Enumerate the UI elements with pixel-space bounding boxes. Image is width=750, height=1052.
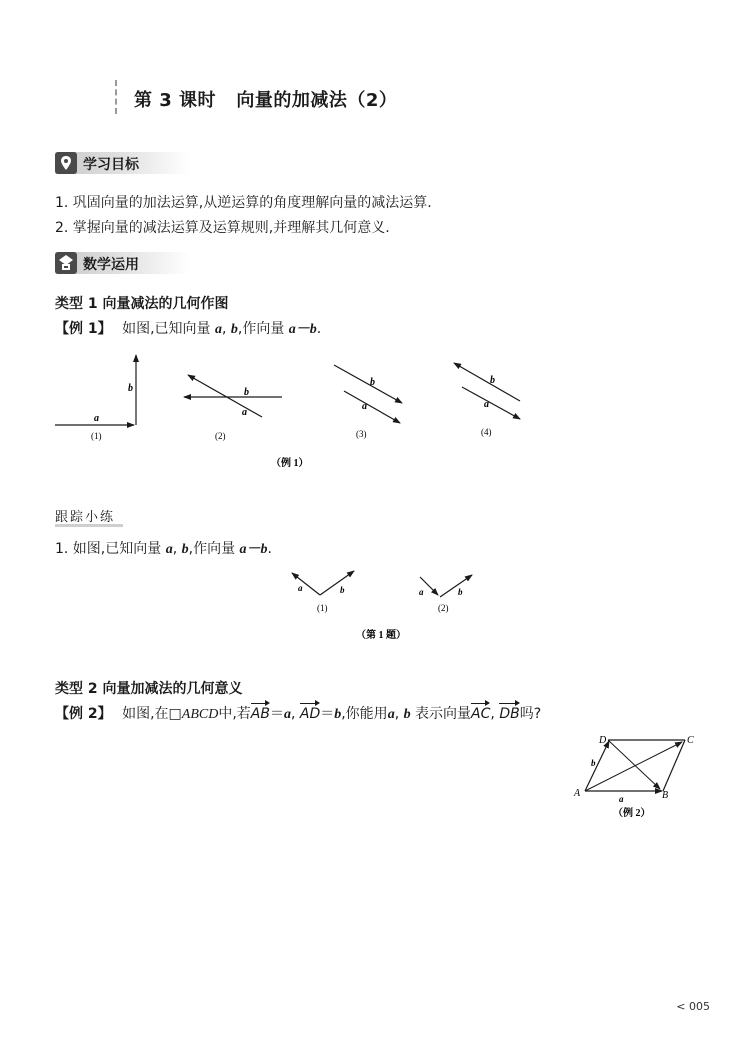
type2-heading: 类型 2 向量加减法的几何意义 [55, 681, 243, 697]
example1-figure [50, 345, 550, 475]
edge-BC [663, 740, 685, 791]
diagonal-AC [585, 742, 682, 791]
fig1-1-label-b: b [128, 383, 133, 394]
example1-period: . [316, 321, 322, 337]
location-pin-icon [55, 152, 77, 174]
example1-sep: , [221, 321, 227, 337]
example2-caption: （例 2） [613, 808, 651, 819]
practice-caption: （第 1 题） [356, 630, 406, 641]
example1-vector-a: a [214, 322, 222, 337]
fig-p2-vector-b [440, 575, 472, 597]
fig-p2-label-a: a [419, 587, 424, 597]
objective-item-1: 1. 巩固向量的加法运算,从逆运算的角度理解向量的减法运算. [55, 195, 432, 211]
fig-p2 [419, 575, 472, 613]
example1-tag: 【例 1】 [55, 321, 112, 337]
math-application-icon [55, 252, 77, 274]
practice-sep: , [172, 541, 178, 557]
fig1-1-sublabel: (1) [91, 431, 102, 441]
example2-text1: 如图,在□ [122, 706, 182, 722]
page-number: < 005 [676, 1000, 710, 1013]
example2-text5: 吗? [519, 706, 542, 722]
fig1-2-label-a: a [242, 407, 247, 418]
example2-quad: ABCD [181, 707, 219, 722]
example2-text3: ,你能用 [341, 706, 388, 722]
label-a: a [619, 794, 624, 804]
fig1-4 [454, 363, 520, 437]
fig1-4-sublabel: (4) [481, 427, 492, 437]
fig-p1-label-a: a [298, 583, 303, 593]
practice-item-1 [55, 538, 272, 558]
practice-heading: 跟踪小练 [55, 506, 123, 527]
page-title: 第 3 课时 向量的加减法（2） [134, 90, 398, 111]
edge-AD [585, 741, 609, 791]
fig1-4-label-a: a [484, 399, 489, 410]
example1-tail: ,作向量 [237, 321, 285, 337]
example2-figure [565, 728, 705, 823]
fig1-2-vector-a [188, 375, 262, 417]
fig1-4-label-b: b [490, 375, 495, 386]
example1-statement [55, 318, 321, 338]
fig-p1-label-b: b [340, 585, 345, 595]
vector-AB: AB [250, 706, 270, 722]
practice-expression: a－b [239, 542, 268, 557]
fig-p2-label-b: b [458, 587, 463, 597]
practice-vector-b: b [181, 542, 189, 557]
type1-heading: 类型 1 向量减法的几何作图 [55, 296, 229, 312]
objectives-heading-bar [55, 152, 190, 174]
fig1-1-label-a: a [94, 413, 99, 424]
fig1-1 [55, 355, 136, 441]
practice-tail: ,作向量 [188, 541, 236, 557]
point-C: C [687, 735, 694, 746]
example1-vector-b: b [230, 322, 238, 337]
fig1-3-label-a: a [362, 401, 367, 412]
example1-caption: （例 1） [271, 458, 309, 469]
fig-p2-sublabel: (2) [438, 603, 449, 613]
fig1-3-vector-a [344, 391, 400, 423]
example2-b2: b [403, 707, 411, 722]
application-heading: 数学运用 [83, 257, 139, 273]
diagonal-DB [608, 740, 660, 789]
example2-tag: 【例 2】 [55, 706, 112, 722]
fig1-2-label-b: b [244, 387, 249, 398]
fig1-2-sublabel: (2) [215, 431, 226, 441]
application-heading-bar [55, 252, 190, 274]
objective-item-2: 2. 掌握向量的减法运算及运算规则,并理解其几何意义. [55, 220, 390, 236]
fig-p1 [292, 571, 354, 613]
example2-eq1: ＝ [269, 706, 284, 722]
example2-a1: a [283, 707, 291, 722]
example2-comma2: , [394, 706, 400, 722]
fig1-2 [184, 375, 282, 441]
point-B: B [662, 790, 669, 801]
example2-eq2: ＝ [320, 706, 335, 722]
fig-p1-vector-a [292, 573, 320, 595]
example2-text4: 表示向量 [415, 706, 472, 722]
practice-item-prefix: 1. 如图,已知向量 [55, 541, 162, 557]
example2-text2: 中,若 [218, 706, 251, 722]
fig1-3-sublabel: (3) [356, 429, 367, 439]
fig1-3-label-b: b [370, 377, 375, 388]
example2-comma3: , [490, 706, 495, 722]
example2-b1: b [334, 707, 342, 722]
point-D: D [599, 735, 607, 746]
practice-vector-a: a [165, 542, 173, 557]
vector-AD: AD [299, 706, 321, 722]
title-dashed-bar [115, 80, 121, 114]
practice-period: . [267, 541, 272, 557]
vector-AC: AC [471, 706, 491, 722]
point-A: A [574, 788, 581, 799]
example2-comma1: , [290, 706, 296, 722]
vector-DB: DB [499, 706, 520, 722]
fig-p1-sublabel: (1) [317, 603, 328, 613]
example2-a2: a [387, 707, 395, 722]
example1-text: 如图,已知向量 [122, 321, 211, 337]
practice-figure [280, 565, 490, 650]
fig1-3-vector-b [334, 365, 402, 403]
label-b: b [591, 758, 596, 768]
fig1-4-vector-b [454, 363, 520, 401]
fig1-3 [334, 365, 402, 439]
fig-p1-vector-b [320, 571, 354, 595]
objectives-heading: 学习目标 [83, 157, 139, 173]
example2-statement [55, 703, 541, 723]
fig1-4-vector-a [462, 387, 520, 419]
example1-expression: a－b [288, 322, 317, 337]
